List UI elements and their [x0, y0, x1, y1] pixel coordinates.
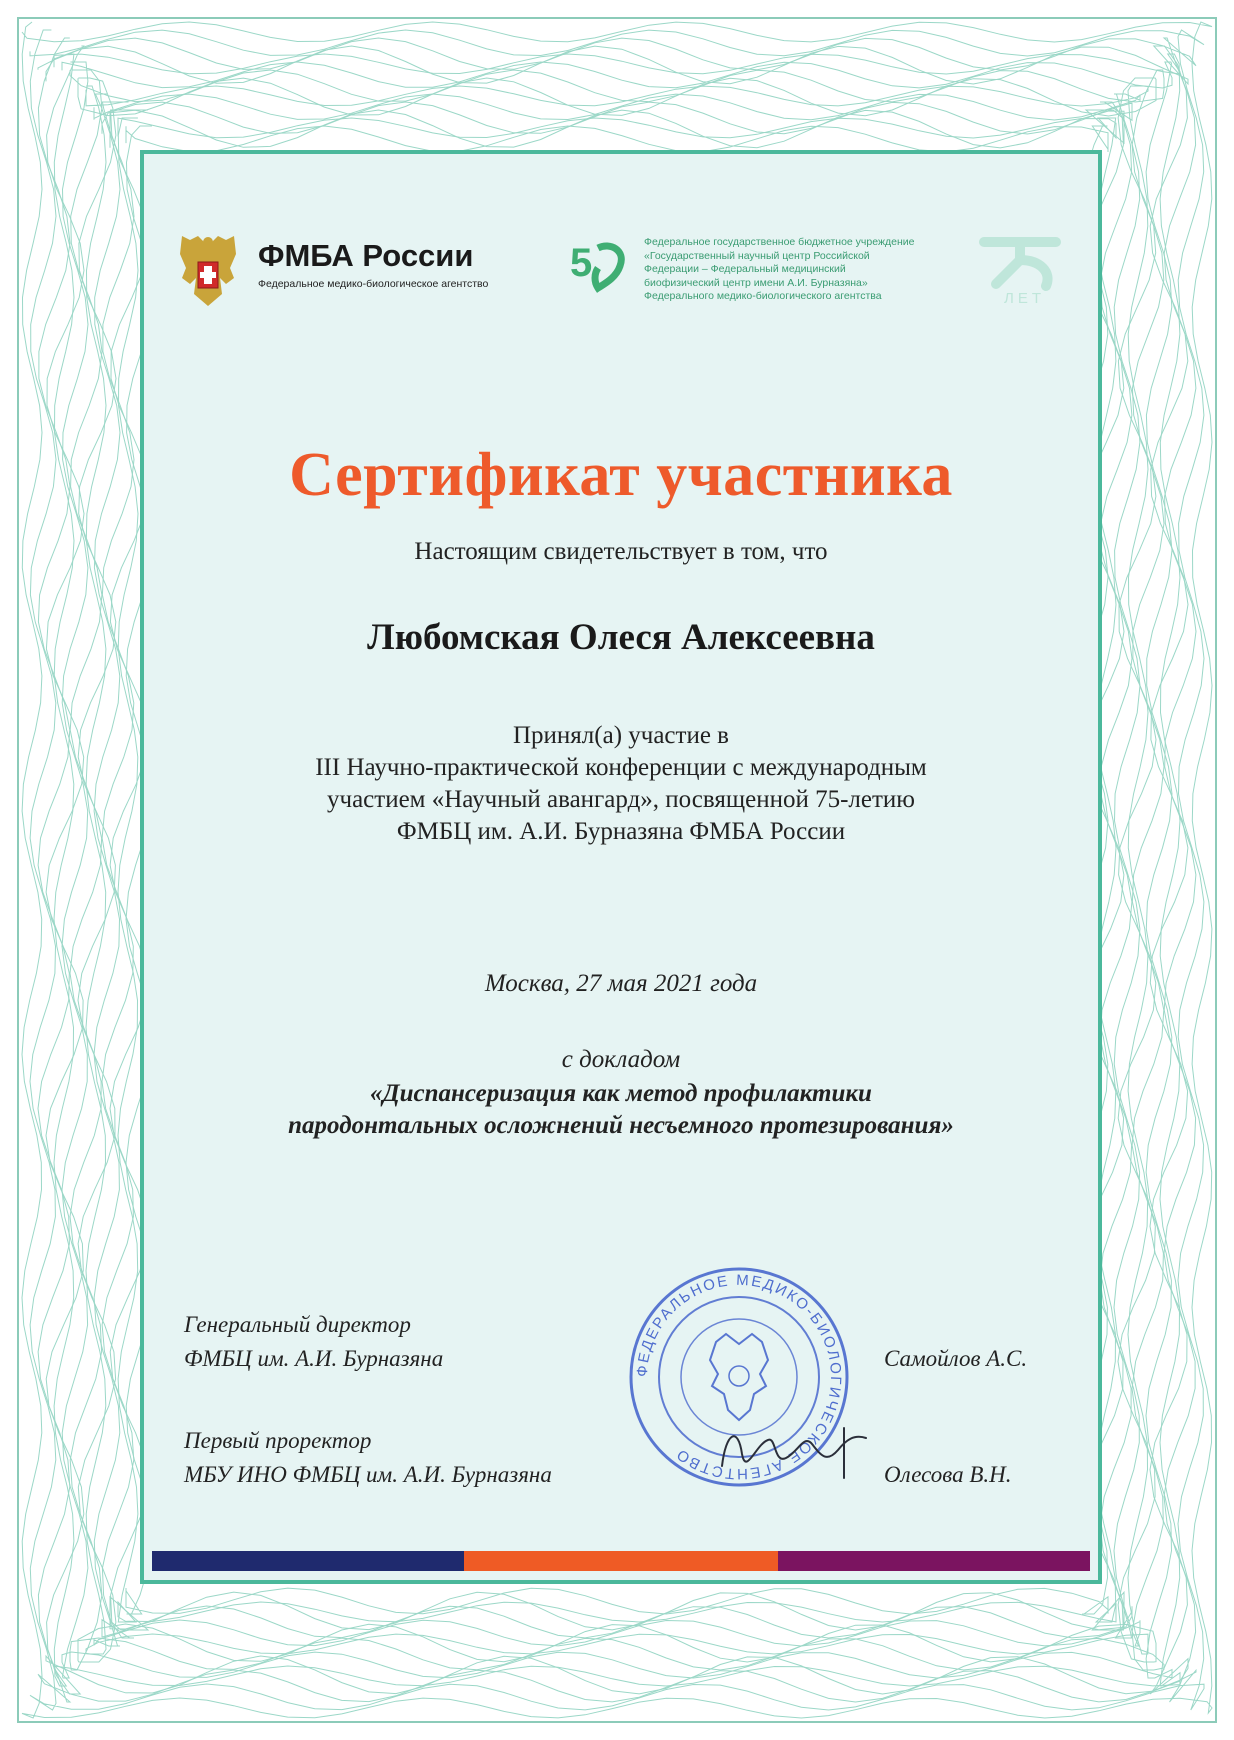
color-stripe-navy	[152, 1551, 464, 1571]
participation-line: участием «Научный авангард», посвященной 75-летию	[327, 786, 915, 813]
signature-position-2	[184, 1424, 552, 1492]
intro-text: Настоящим свидетельствует в том, что	[414, 538, 828, 565]
signatory-name-2: Олесова В.Н.	[884, 1462, 1012, 1487]
institution-name	[644, 236, 934, 304]
color-stripe-purple	[778, 1551, 1090, 1571]
signature-position-line: Генеральный директор	[184, 1312, 411, 1337]
signature-position-line: ФМБЦ им. А.И. Бурназяна	[184, 1346, 444, 1371]
svg-text:ФЕДЕРАЛЬНОЕ МЕДИКО-БИОЛОГИЧЕСК: ФЕДЕРАЛЬНОЕ МЕДИКО-БИОЛОГИЧЕСКОЕ АГЕНТСТВО	[633, 1271, 845, 1483]
signatory-name-1: Самойлов А.С.	[884, 1346, 1028, 1371]
participation-text	[144, 720, 1098, 848]
years-75-logo	[976, 230, 1066, 320]
svg-text:5: 5	[570, 241, 593, 285]
signature-position-1	[184, 1308, 443, 1376]
participation-line: Принял(а) участие в	[512, 722, 729, 749]
fmba-logo-subtitle: Федеральное медико-биологическое агентство	[258, 278, 489, 290]
color-stripe-orange	[464, 1551, 777, 1571]
years-75-logo-text: ЛЕТ	[1004, 290, 1046, 307]
institution-line: Федерального медико-биологического агентства	[644, 290, 882, 302]
signature-position-line: МБУ ИНО ФМБЦ им. А.И. Бурназяна	[184, 1462, 552, 1487]
color-stripe	[152, 1551, 1090, 1571]
certificate-title: Сертификат участника	[289, 441, 953, 509]
anniversary-50-logo	[568, 234, 628, 294]
institution-line: «Государственный научный центр Российской	[644, 249, 870, 262]
institution-line: биофизический центр имени А.И. Бурназяна»	[644, 276, 868, 289]
signature-position-line: Первый проректор	[184, 1428, 372, 1453]
certificate-body	[140, 150, 1102, 1584]
place-date: Москва, 27 мая 2021 года	[484, 970, 758, 997]
institution-line: Федерации – Федеральный медицинский	[644, 263, 846, 275]
report-title	[144, 1078, 1098, 1142]
handwritten-signature	[716, 1414, 876, 1484]
coat-of-arms-icon	[178, 234, 238, 316]
report-title-line: пародонтальных осложнений несъемного протезирования»	[288, 1112, 954, 1139]
participant-name: Любомская Олеся Алексеевна	[367, 617, 875, 658]
participation-line: III Научно-практической конференции с международным	[315, 754, 927, 781]
institution-line: Федеральное государственное бюджетное учреждение	[644, 236, 915, 248]
participation-line: ФМБЦ им. А.И. Бурназяна ФМБА России	[396, 818, 846, 845]
report-title-line: «Диспансеризация как метод профилактики	[370, 1080, 872, 1107]
fmba-logo-name: ФМБА России	[258, 238, 474, 273]
report-intro: с докладом	[561, 1046, 681, 1073]
